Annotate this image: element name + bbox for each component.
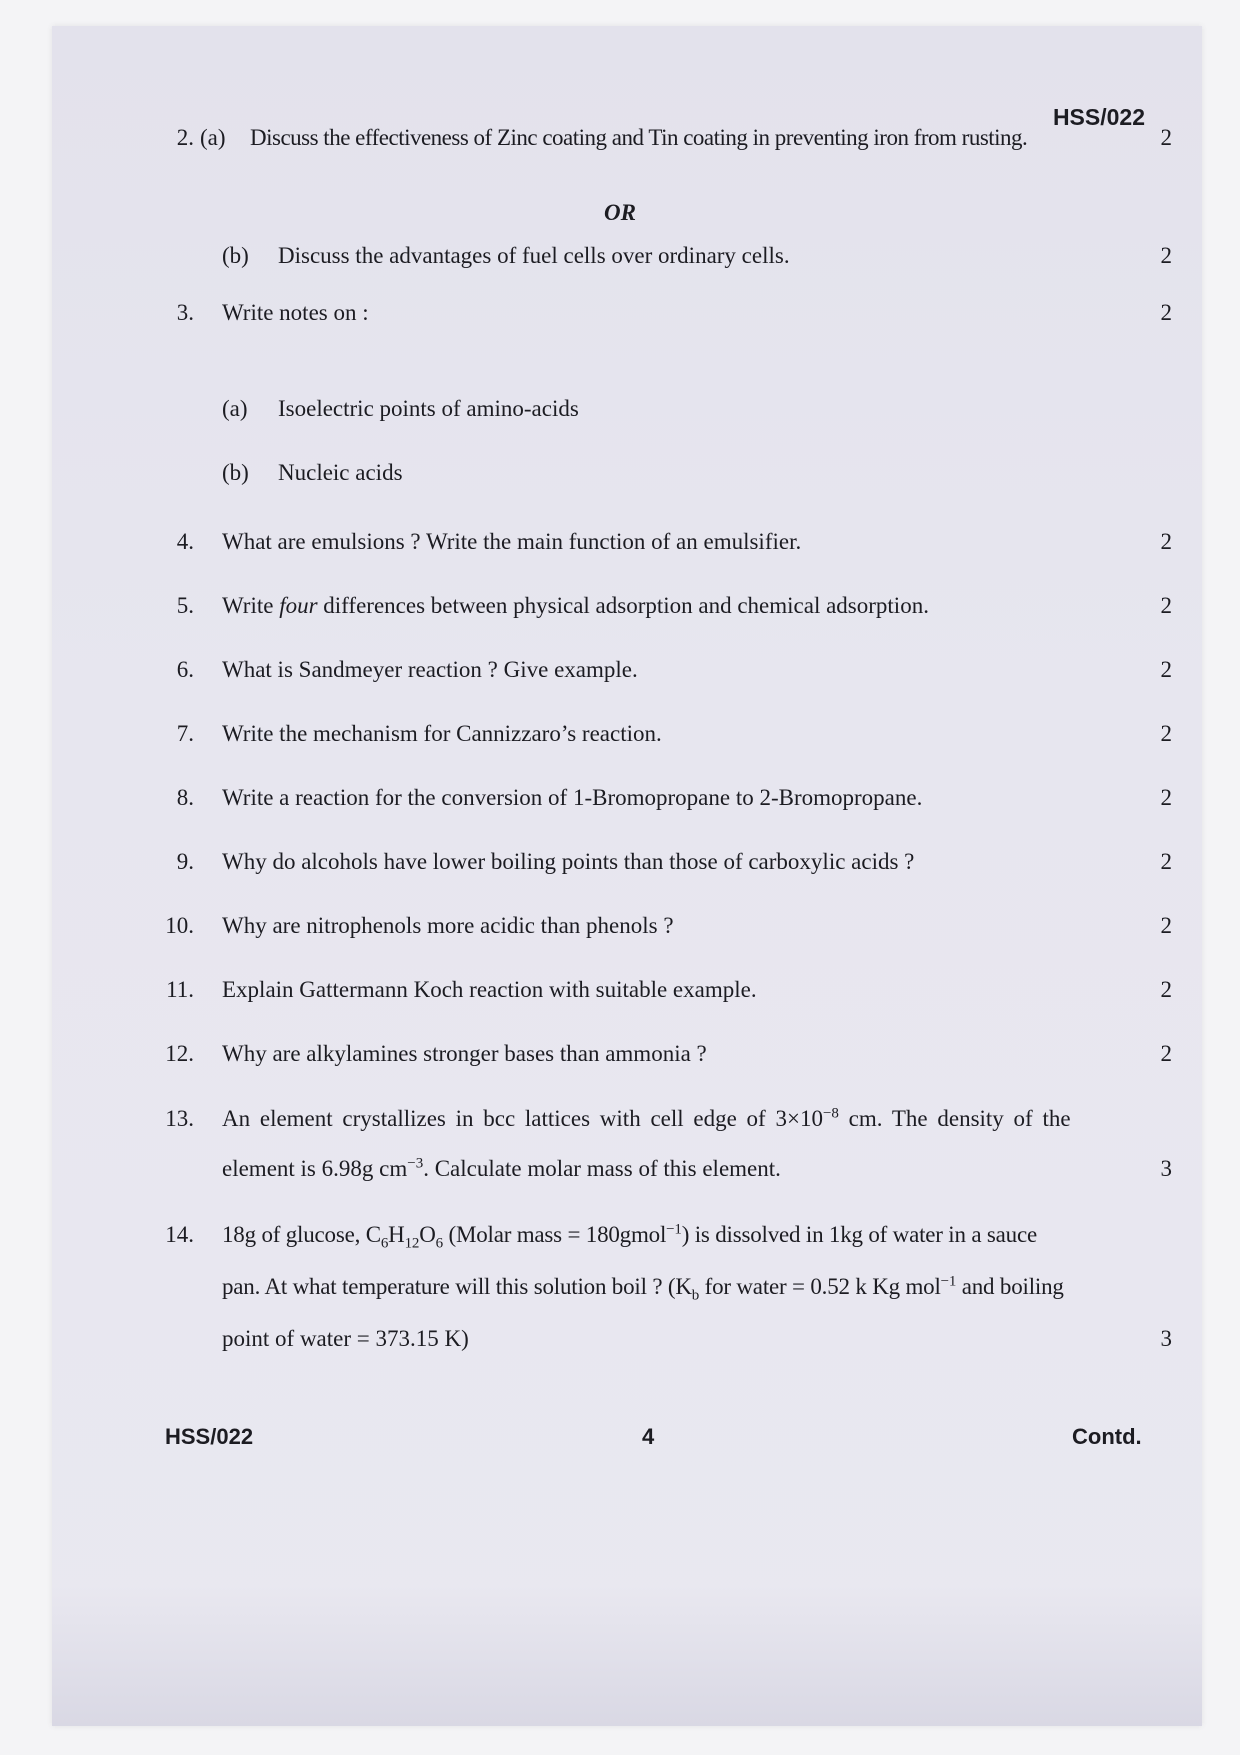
marks: 2 [1160,977,1172,1002]
question-number: 10. [165,913,194,938]
question-number: 2. [176,125,194,150]
text-part: and boiling [956,1274,1064,1299]
question-text: What is Sandmeyer reaction ? Give example. [222,657,638,682]
question-10 [150,900,1172,952]
header-code: HSS/022 [1052,104,1145,130]
marks: 2 [1160,529,1172,554]
superscript: −1 [666,1221,682,1238]
text-part: 18g of glucose, C [222,1222,381,1247]
question-11 [150,964,1172,1016]
question-number: 6. [176,657,194,682]
question-4 [150,516,1172,568]
marks: 2 [1160,657,1172,682]
question-text: Why do alcohols have lower boiling points than those of carboxylic acids ? [222,849,915,874]
marks: 2 [1160,125,1172,150]
superscript: −8 [822,1105,839,1122]
text-part: element is 6.98g cm [222,1156,408,1181]
question-8 [150,772,1172,824]
question-text-line-1 [222,1106,1150,1132]
question-text: What are emulsions ? Write the main function of an emulsifier. [222,529,802,554]
question-text: Why are nitrophenols more acidic than phenols ? [222,913,674,938]
marks: 2 [1160,300,1172,325]
question-text-line-2 [222,1156,1150,1182]
superscript: −3 [407,1155,424,1172]
text-emphasis: four [279,593,318,618]
question-13 [150,1105,1172,1216]
text-part: O [419,1222,436,1247]
question-3 [150,287,1172,339]
marks: 2 [1160,913,1172,938]
text-part: pan. At what temperature will this solution boil ? (K [222,1274,692,1299]
question-number: 5. [176,593,194,618]
marks: 2 [1160,721,1172,746]
text-part: An element crystallizes in bcc lattices with cell edge of 3×10 [222,1106,823,1131]
question-text-line-2 [222,1273,1150,1304]
subscript: 12 [404,1235,420,1252]
text-part: cm. The density of the [838,1106,1071,1131]
question-number: 4. [176,529,194,554]
marks: 2 [1160,243,1172,268]
question-number: 8. [176,785,194,810]
question-number: 14. [165,1222,194,1247]
question-text-line-3: point of water = 373.15 K) [222,1326,469,1351]
text-part: (Molar mass = 180gmol [442,1222,667,1247]
subscript: 6 [435,1235,443,1252]
question-text [222,580,1150,632]
text-part: H [388,1222,405,1247]
question-text: Why are alkylamines stronger bases than ammonia ? [222,1041,707,1066]
question-number: 12. [165,1041,194,1066]
question-5 [150,580,1172,632]
question-number: 11. [166,977,194,1002]
question-9 [150,836,1172,888]
sub-text: Nucleic acids [278,460,403,485]
subscript: 6 [380,1235,389,1252]
sub-label: (a) [200,125,226,150]
subscript: b [691,1287,700,1304]
page-number: 4 [642,1424,655,1449]
marks: 3 [1160,1326,1172,1351]
question-6 [150,644,1172,696]
question-number: 9. [176,849,194,874]
question-text: Explain Gattermann Koch reaction with suitable example. [222,977,757,1002]
question-text: Write the mechanism for Cannizzaro’s reaction. [222,721,662,746]
question-number: 13. [165,1106,194,1131]
question-number: 3. [176,300,194,325]
text-part: ) is dissolved in 1kg of water in a sauce [681,1222,1037,1247]
sub-label: (b) [222,460,249,485]
marks: 2 [1160,849,1172,874]
question-text: Discuss the effectiveness of Zinc coating and Tin coating in preventing iron from rusting. [250,125,1028,150]
marks: 2 [1160,593,1172,618]
question-text: Write notes on : [222,300,369,325]
marks: 2 [1160,785,1172,810]
question-2b [150,230,1172,282]
question-2a [150,112,1172,164]
question-7 [150,708,1172,760]
text-part: differences between physical adsorption and chemical adsorption. [317,593,929,618]
question-number: 7. [176,721,194,746]
text-part: . Calculate molar mass of this element. [423,1156,781,1181]
superscript: −1 [940,1273,957,1290]
text-part: Write [222,593,280,618]
question-14 [150,1221,1172,1382]
or-divider: OR [604,200,636,225]
marks: 3 [1160,1156,1172,1181]
sub-text: Isoelectric points of amino-acids [278,396,579,421]
footer-code: HSS/022 [165,1424,254,1449]
question-text: Discuss the advantages of fuel cells over ordinary cells. [278,243,790,268]
question-text-line-1 [222,1221,1150,1252]
text-part: for water = 0.52 k Kg mol [699,1274,941,1299]
marks: 2 [1160,1041,1172,1066]
question-text: Write a reaction for the conversion of 1-Bromopropane to 2-Bromopropane. [222,785,923,810]
sub-label: (a) [222,396,248,421]
sub-label: (b) [222,243,249,268]
footer-contd: Contd. [1072,1424,1142,1449]
question-12 [150,1028,1172,1080]
scan-edge [52,1586,1202,1726]
